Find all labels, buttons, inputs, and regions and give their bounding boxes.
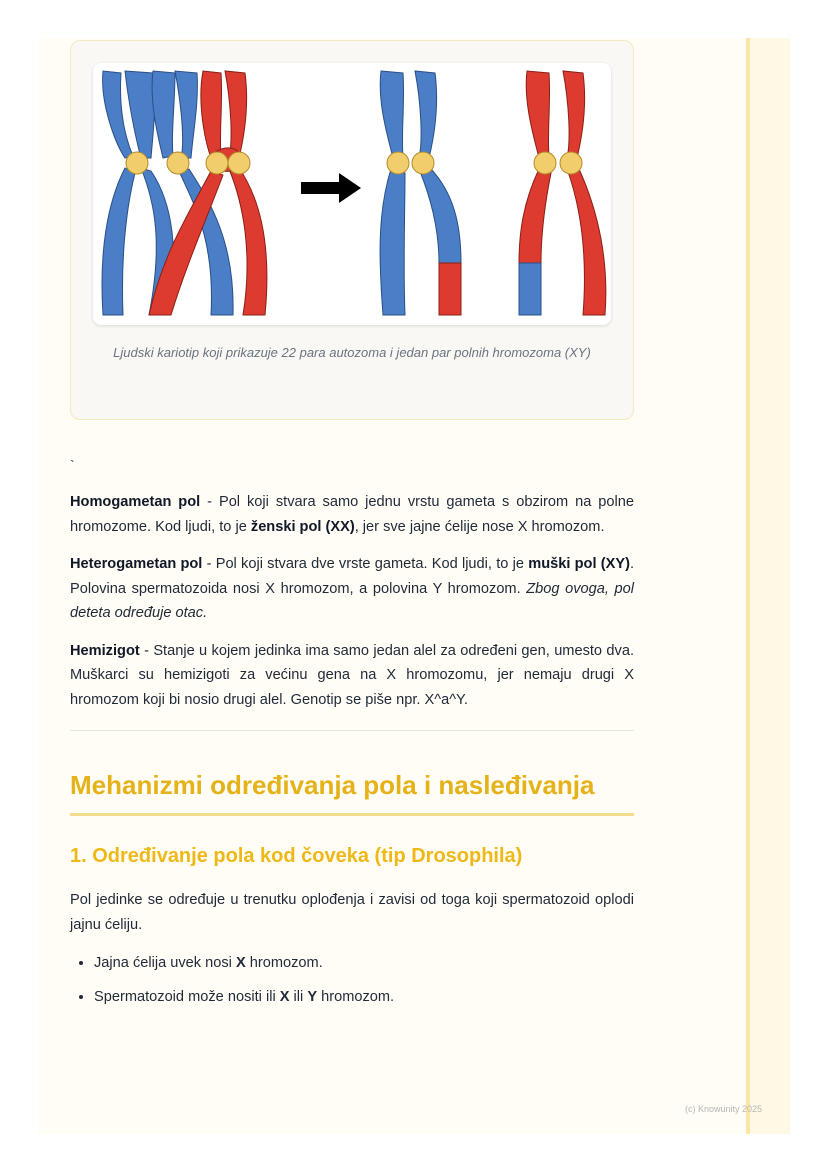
- arrow-right-icon: [301, 173, 361, 203]
- chromosome-recombinant-red: [519, 71, 606, 315]
- term: Homogametan pol: [70, 494, 201, 510]
- list-item: • Jajna ćelija uvek nosi X hromozom.: [94, 951, 634, 975]
- centromere-circle: [206, 152, 228, 174]
- copyright-footer: (c) Knowunity 2025: [685, 1104, 763, 1114]
- stray-mark: `: [70, 457, 75, 473]
- term: Heterogametan pol: [70, 556, 203, 572]
- figure-card: [70, 40, 634, 420]
- centromere-circle: [126, 152, 148, 174]
- content-column: [70, 38, 634, 1019]
- emphasis: muški pol (XY): [528, 556, 630, 572]
- definition-homogametan: Homogametan pol - Pol koji stvara samo jednu vrstu gameta s obzirom na polne hromozome. Kod ljudi, to je ženski pol (XX), jer sve jajne ćelije nose X hromozom.: [70, 494, 635, 535]
- emphasis: ženski pol (XX): [250, 518, 355, 535]
- italic-note: Zbog ovoga, pol deteta određuje otac.: [70, 580, 634, 621]
- definition-hemizigot: Hemizigot - Stanje u kojem jedinka ima samo jedan alel za određeni gen, umesto dva. Muškarci su hemizigoti za većinu gena na X hromozomu, jer nemaju drugi X hromozom koji bi nosio drugi alel. Genotip se piše npr. X^a^Y.: [70, 642, 634, 708]
- subsection-heading: 1. Određivanje pola kod čoveka (tip Drosophila): [70, 845, 523, 867]
- centromere-circle: [387, 152, 409, 174]
- list-item: • Spermatozoid može nositi ili X ili Y hromozom.: [94, 985, 634, 1009]
- subsection-intro: Pol jedinke se određuje u trenutku oplođenja i zavisi od toga koji spermatozoid oplodi jajnu ćeliju.: [70, 892, 634, 933]
- document-page: [38, 38, 790, 1134]
- section-heading: Mehanizmi određivanja pola i nasleđivanja: [70, 767, 634, 816]
- centromere-circle: [560, 152, 582, 174]
- divider: [70, 730, 634, 731]
- centromere-circle: [412, 152, 434, 174]
- term: Hemizigot: [70, 642, 140, 659]
- centromere-circle: [534, 152, 556, 174]
- centromere-circle: [167, 152, 189, 174]
- centromere-circle: [228, 152, 250, 174]
- bullet-list: [70, 951, 634, 1009]
- chromosome-recombinant-blue: [380, 71, 461, 315]
- side-strip: [750, 38, 790, 1134]
- chromosome-crossing-over-illustration: [93, 63, 611, 325]
- figure-caption: Ljudski kariotip koji prikazuje 22 para autozoma i jedan par polnih hromozoma (XY): [113, 345, 591, 360]
- definition-heterogametan: Heterogametan pol - Pol koji stvara dve vrste gameta. Kod ljudi, to je muški pol (XY). Polovina spermatozoida nosi X hromozom, a polovina Y hromozom. Zbog ovoga, pol deteta određuje otac.: [70, 556, 635, 621]
